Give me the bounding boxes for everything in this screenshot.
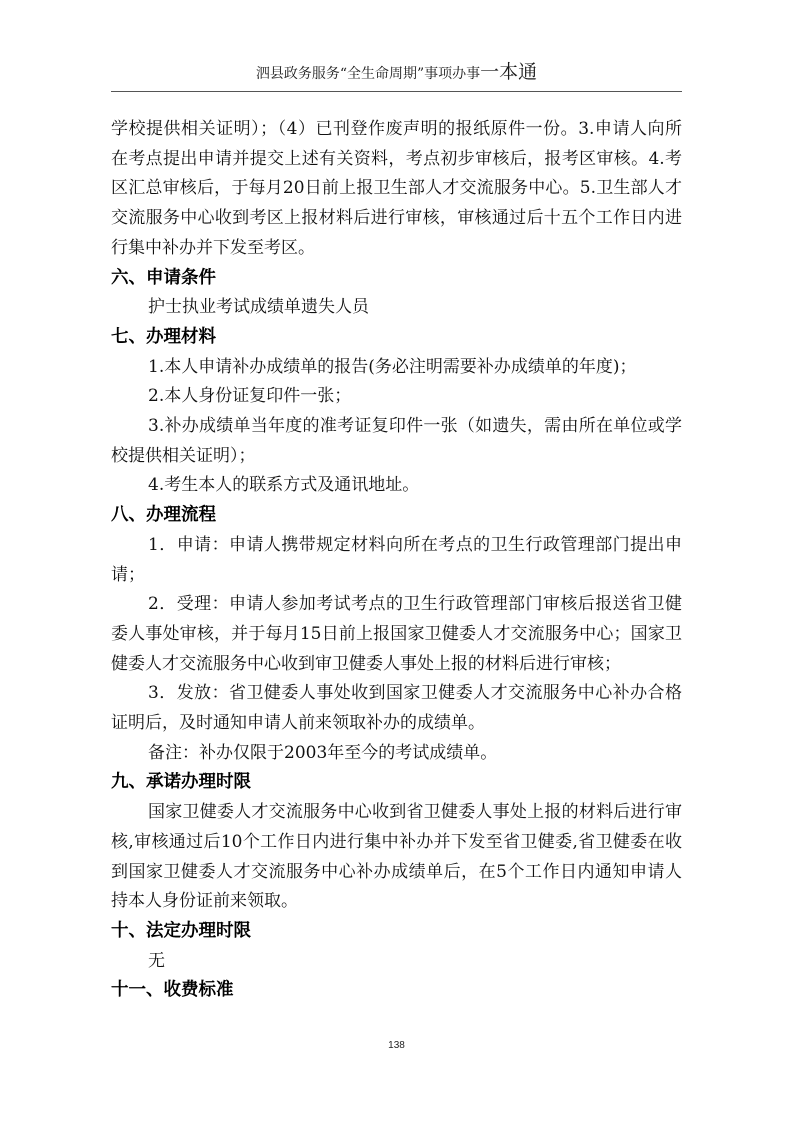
section-heading-6: 六、申请条件 xyxy=(111,267,216,288)
header-title-prefix: 泗县政务服务“全生命周期”事项办事 xyxy=(255,66,481,82)
page-number: 138 xyxy=(388,1040,405,1051)
section-heading-10: 十、法定办理时限 xyxy=(111,920,251,941)
process-note: 备注：补办仅限于2003年至今的考试成绩单。 xyxy=(148,742,498,763)
materials-item: 4.考生本人的联系方式及通讯地址。 xyxy=(148,475,420,496)
process-item: 3．发放：省卫健委人事处收到国家卫健委人才交流服务中心补办合格证明后，及时通知申请人前来领取补办的成绩单。 xyxy=(111,683,682,734)
process-item: 2．受理：申请人参加考试考点的卫生行政管理部门审核后报送省卫健委人事处审核，并于每月15日前上报国家卫健委人才交流服务中心；国家卫健委人才交流服务中心收到审卫健委人事处上报的材料后进行审核； xyxy=(111,594,682,674)
intro-paragraph: 学校提供相关证明）；（4）已刊登作废声明的报纸原件一份。3.申请人向所在考点提出申请并提交上述有关资料，考点初步审核后，报考区审核。4.考区汇总审核后，于每月20日前上报卫生部人才交流服务中心。5.卫生部人才交流服务中心收到考区上报材料后进行审核，审核通过后十五个工作日内进行集中补办并下发至考区。 xyxy=(111,119,682,258)
materials-item: 2.本人身份证复印件一张； xyxy=(148,386,352,407)
section-heading-7: 七、办理材料 xyxy=(111,326,216,347)
header-divider xyxy=(111,91,682,92)
header-title-suffix: 一本通 xyxy=(480,61,538,83)
process-item: 1．申请：申请人携带规定材料向所在考点的卫生行政管理部门提出申请； xyxy=(111,534,682,585)
materials-item: 1.本人申请补办成绩单的报告(务必注明需要补办成绩单的年度)； xyxy=(148,356,637,377)
materials-item: 3.补办成绩单当年度的准考证复印件一张（如遗失，需由所在单位或学校提供相关证明）； xyxy=(111,416,682,466)
section-10-text: 无 xyxy=(148,950,165,971)
page-header xyxy=(0,62,793,84)
document-body xyxy=(111,115,682,1006)
section-heading-8: 八、办理流程 xyxy=(111,505,216,526)
section-heading-11: 十一、收费标准 xyxy=(111,980,234,1001)
section-9-text: 国家卫健委人才交流服务中心收到省卫健委人事处上报的材料后进行审核,审核通过后10个工作日内进行集中补办并下发至省卫健委,省卫健委在收到国家卫健委人才交流服务中心补办成绩单后，在5个工作日内通知申请人持本人身份证前来领取。 xyxy=(111,802,682,912)
section-heading-9: 九、承诺办理时限 xyxy=(111,772,251,793)
section-6-text: 护士执业考试成绩单遗失人员 xyxy=(148,297,369,318)
